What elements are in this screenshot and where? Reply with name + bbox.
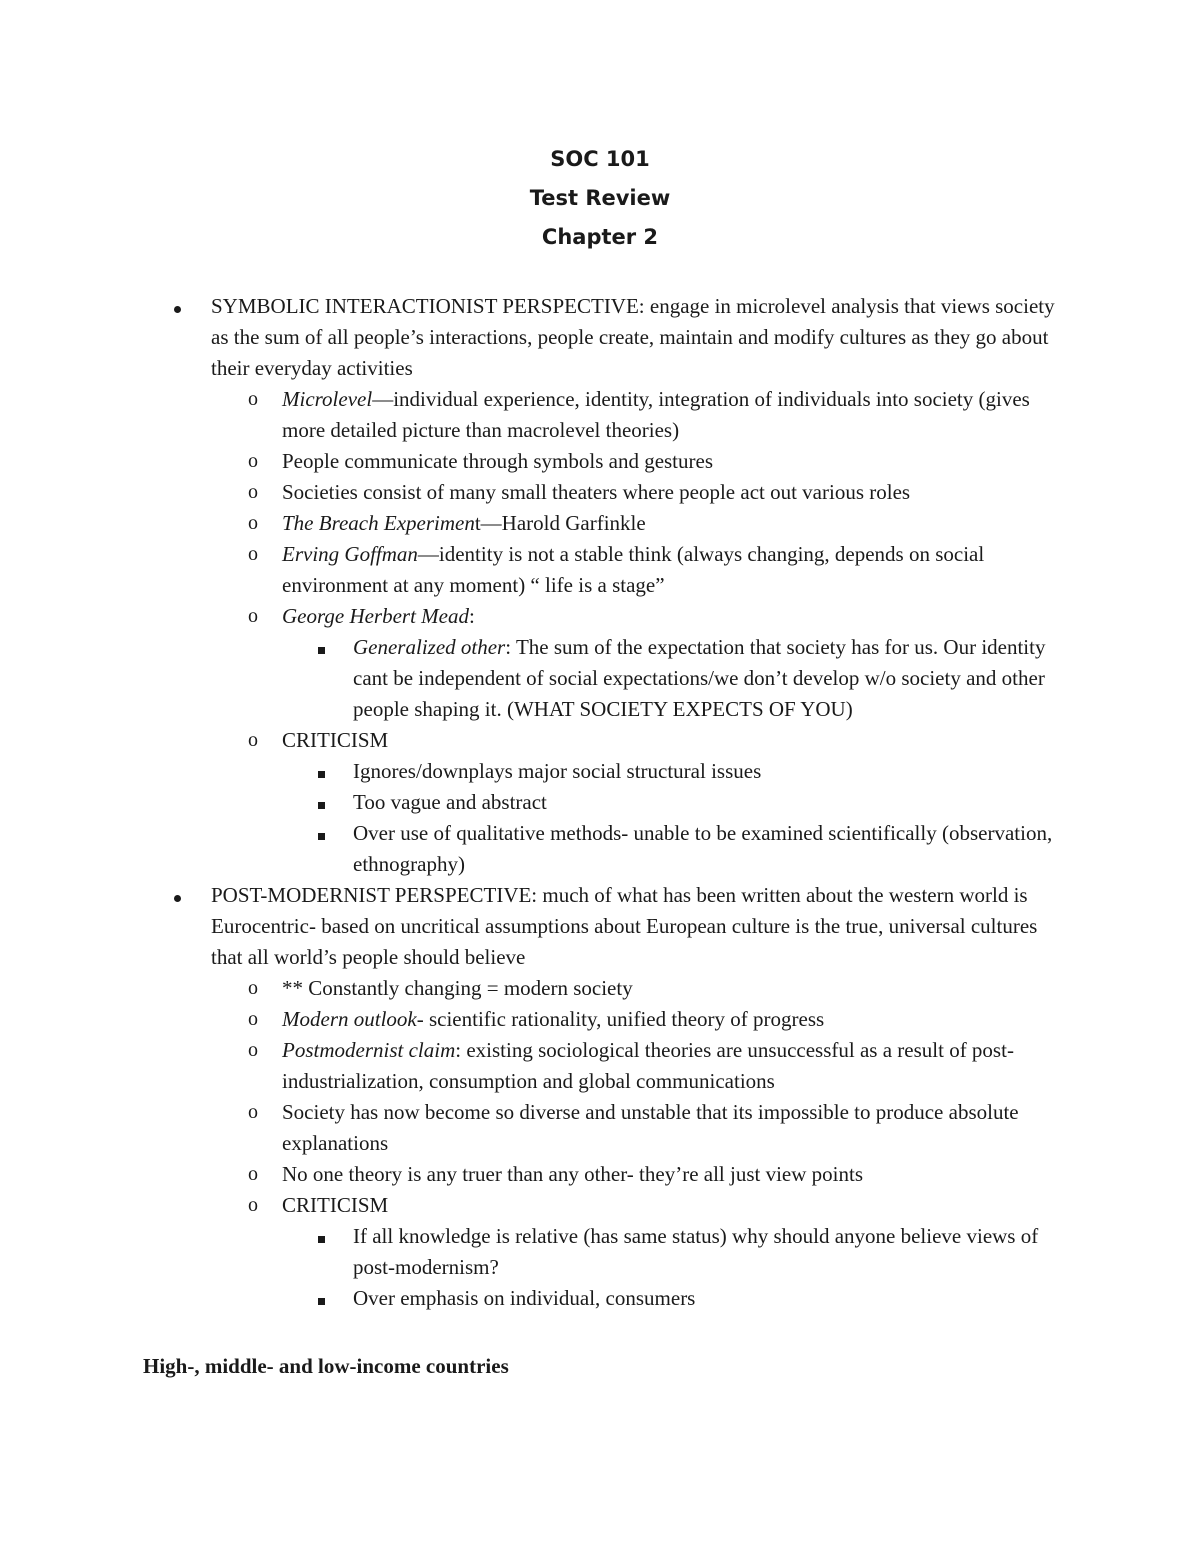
square-bullet-icon bbox=[318, 756, 325, 787]
subitem-modern-outlook bbox=[0, 1004, 1062, 1035]
square-bullet-icon bbox=[318, 818, 325, 849]
square-bullet-icon bbox=[318, 1283, 325, 1314]
subitem-text: : bbox=[469, 604, 475, 628]
circle-bullet-icon: o bbox=[248, 450, 258, 472]
subitem-text: —identity is not a stable think (always changing, depends on social environment at any moment) “ life is a stage” bbox=[282, 542, 985, 597]
criticism-text: Too vague and abstract bbox=[353, 790, 547, 814]
criticism-label: CRITICISM bbox=[282, 1193, 389, 1217]
subitem-criticism bbox=[0, 725, 1062, 756]
circle-bullet-icon: o bbox=[248, 1163, 258, 1185]
circle-bullet-icon: o bbox=[248, 605, 258, 627]
chapter-title: Chapter 2 bbox=[541, 225, 659, 249]
section-heading-income-countries: High-, middle- and low-income countries bbox=[143, 1354, 509, 1378]
course-title: SOC 101 bbox=[550, 147, 650, 171]
review-subtitle: Test Review bbox=[529, 186, 671, 210]
criticism-text: Over emphasis on individual, consumers bbox=[353, 1286, 696, 1310]
square-bullet-icon bbox=[318, 1221, 325, 1252]
circle-bullet-icon: o bbox=[248, 481, 258, 503]
subitem-constantly-changing bbox=[0, 973, 1062, 1004]
notes-outline bbox=[0, 291, 1200, 1314]
bullet-post-modernist bbox=[0, 880, 1061, 973]
criticism-text: If all knowledge is relative (has same status) why should anyone believe views of post-modernism? bbox=[353, 1224, 1039, 1279]
subitem-theaters bbox=[0, 477, 1062, 508]
term-postmodernist-claim: Postmodernist claim bbox=[282, 1038, 456, 1062]
subitem-postmodernist-claim bbox=[0, 1035, 1062, 1097]
term-mead: George Herbert Mead bbox=[282, 604, 470, 628]
subitem-breach-experiment bbox=[0, 508, 1062, 539]
subitem-text: Societies consist of many small theaters where people act out various roles bbox=[282, 480, 911, 504]
bullet-symbolic-interactionist bbox=[0, 291, 1061, 384]
term-breach-experiment: The Breach Experimen bbox=[282, 511, 475, 535]
criticism-item bbox=[0, 1221, 1061, 1283]
subitem-text: People communicate through symbols and gestures bbox=[282, 449, 714, 473]
bullet-dot-icon bbox=[174, 880, 181, 911]
subitem-text: t—Harold Garfinkle bbox=[474, 511, 646, 535]
subitem-no-truer-theory bbox=[0, 1159, 1062, 1190]
square-bullet-icon bbox=[318, 632, 325, 663]
subitem-microlevel bbox=[0, 384, 1062, 446]
term-generalized-other: Generalized other bbox=[353, 635, 506, 659]
criticism-label: CRITICISM bbox=[282, 728, 389, 752]
circle-bullet-icon: o bbox=[248, 729, 258, 751]
circle-bullet-icon: o bbox=[248, 388, 258, 410]
circle-bullet-icon: o bbox=[248, 1039, 258, 1061]
title-block bbox=[0, 140, 1200, 257]
subsubitem-generalized-other bbox=[0, 632, 1061, 725]
criticism-text: Over use of qualitative methods- unable to be examined scientifically (observation, ethnography) bbox=[353, 821, 1053, 876]
term-microlevel: Microlevel bbox=[282, 387, 373, 411]
circle-bullet-icon: o bbox=[248, 543, 258, 565]
subitem-criticism bbox=[0, 1190, 1062, 1221]
criticism-item bbox=[0, 1283, 1061, 1314]
subitem-text: Society has now become so diverse and unstable that its impossible to produce absolute explanations bbox=[282, 1100, 1019, 1155]
term-goffman: Erving Goffman bbox=[282, 542, 418, 566]
circle-bullet-icon: o bbox=[248, 977, 258, 999]
subitem-goffman bbox=[0, 539, 1062, 601]
square-bullet-icon bbox=[318, 787, 325, 818]
subitem-text: ** Constantly changing = modern society bbox=[282, 976, 633, 1000]
subitem-diverse bbox=[0, 1097, 1062, 1159]
bullet-dot-icon bbox=[174, 291, 181, 322]
subitem-symbols bbox=[0, 446, 1062, 477]
bullet-text: POST-MODERNIST PERSPECTIVE: much of what has been written about the western world is Eurocentric- based on uncritical assumptions about European culture is the true, universal cultures that all world’s people should believe bbox=[211, 883, 1038, 969]
subitem-text: No one theory is any truer than any other- they’re all just view points bbox=[282, 1162, 864, 1186]
circle-bullet-icon: o bbox=[248, 512, 258, 534]
subsubitem-text: : The sum of the expectation that society has for us. Our identity cant be independent of social expectations/we don’t develop w/o society and other people shaping it. (WHAT SOCIETY EXPECTS OF YOU) bbox=[353, 635, 1046, 721]
circle-bullet-icon: o bbox=[248, 1194, 258, 1216]
bullet-text: SYMBOLIC INTERACTIONIST PERSPECTIVE: engage in microlevel analysis that views society as the sum of all people’s interactions, people create, maintain and modify cultures as they go about their everyday activities bbox=[211, 294, 1055, 380]
criticism-item bbox=[0, 787, 1061, 818]
criticism-item bbox=[0, 756, 1061, 787]
term-modern-outlook: Modern outlook bbox=[282, 1007, 417, 1031]
subitem-text: - scientific rationality, unified theory of progress bbox=[416, 1007, 825, 1031]
criticism-item bbox=[0, 818, 1061, 880]
subitem-text: : existing sociological theories are unsuccessful as a result of post-industrialization, consumption and global communications bbox=[282, 1038, 1014, 1093]
circle-bullet-icon: o bbox=[248, 1101, 258, 1123]
subitem-mead bbox=[0, 601, 1062, 632]
criticism-text: Ignores/downplays major social structural issues bbox=[353, 759, 762, 783]
circle-bullet-icon: o bbox=[248, 1008, 258, 1030]
subitem-text: —individual experience, identity, integration of individuals into society (gives more detailed picture than macrolevel theories) bbox=[282, 387, 1030, 442]
